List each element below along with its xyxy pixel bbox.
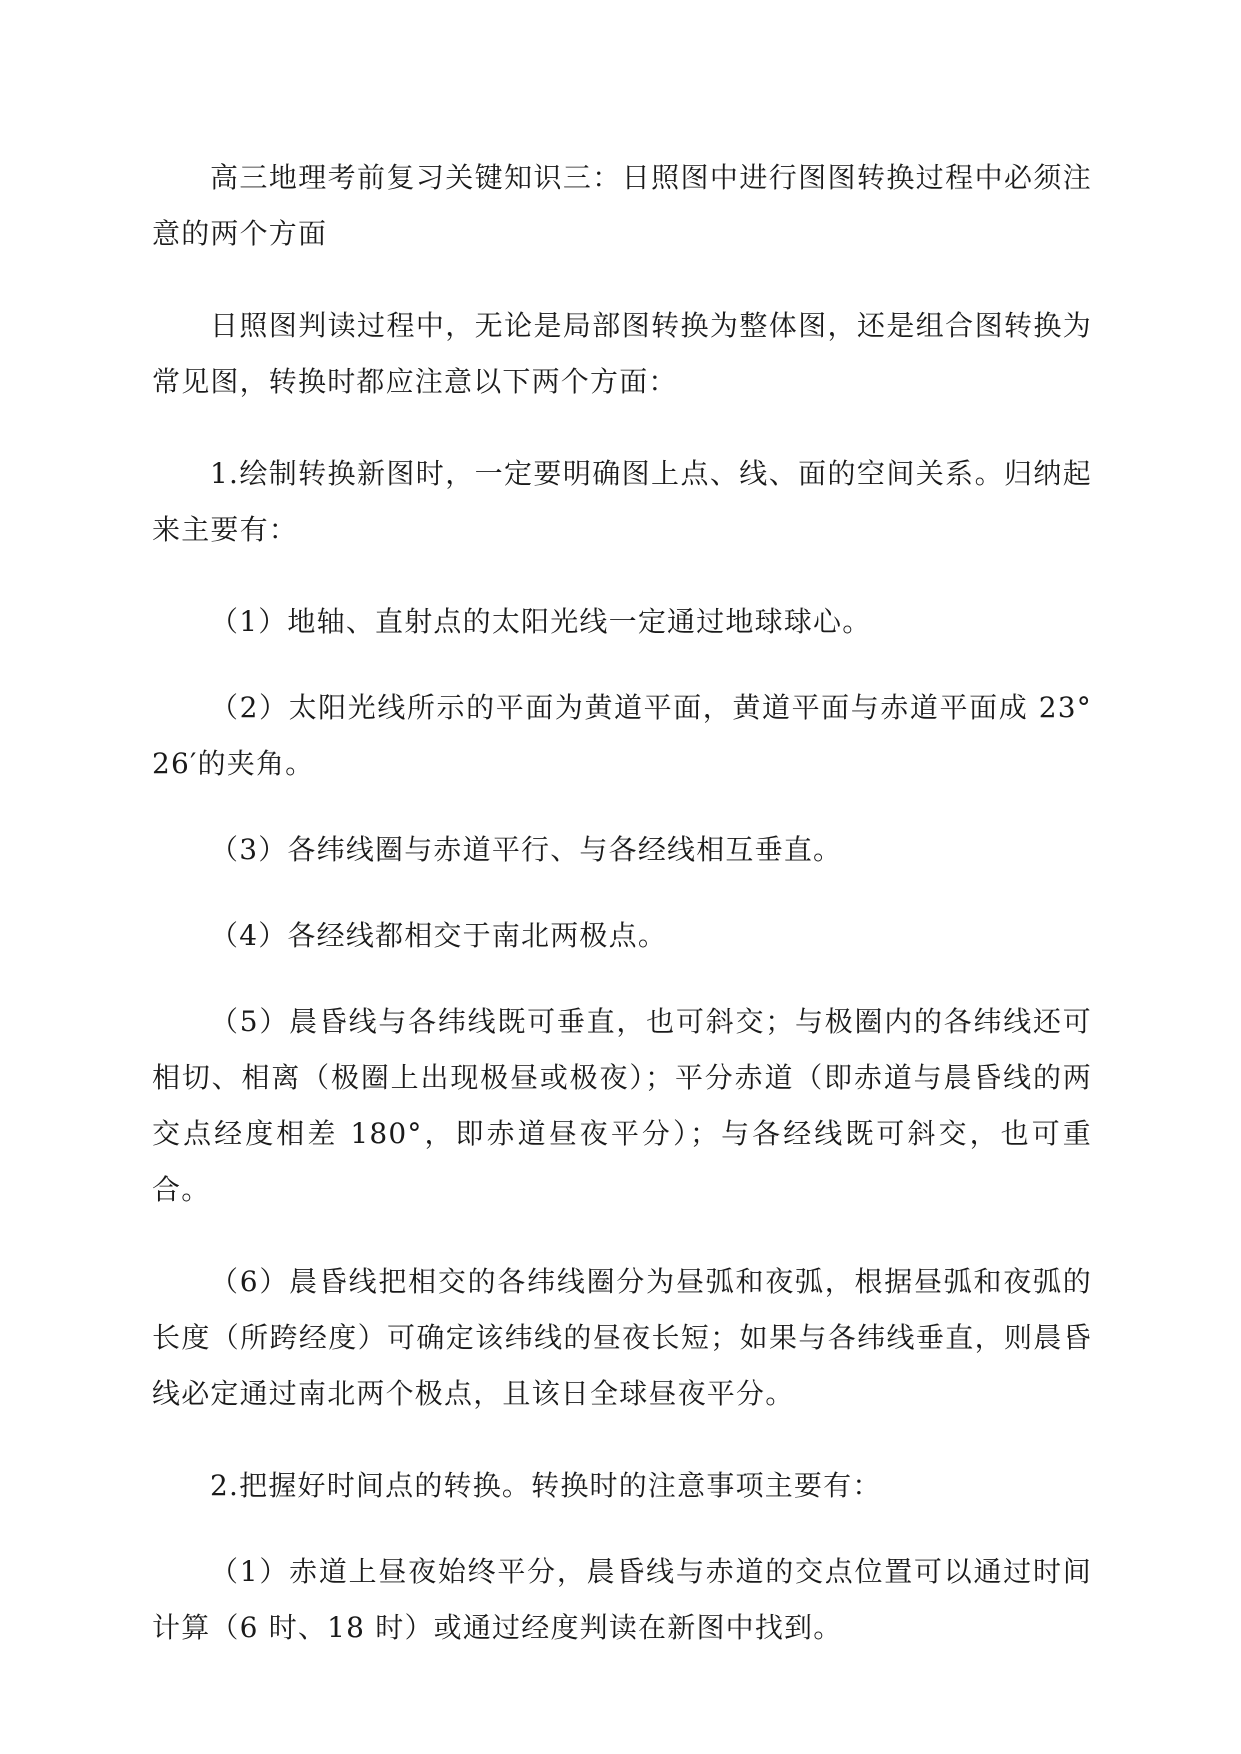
document-page	[152, 150, 1092, 1692]
section-1-item-6: （6）晨昏线把相交的各纬线圈分为昼弧和夜弧，根据昼弧和夜弧的长度（所跨经度）可确定该纬线的昼夜长短；如果与各纬线垂直，则晨昏线必定通过南北两个极点，且该日全球昼夜平分。	[152, 1265, 1092, 1410]
intro-paragraph: 日照图判读过程中，无论是局部图转换为整体图，还是组合图转换为常见图，转换时都应注意以下两个方面：	[152, 309, 1092, 398]
section-2-item-1: （1）赤道上昼夜始终平分，晨昏线与赤道的交点位置可以通过时间计算（6 时、18 时）或通过经度判读在新图中找到。	[152, 1555, 1092, 1644]
section-1-item-4: （4）各经线都相交于南北两极点。	[210, 919, 668, 952]
section-1-item-1: （1）地轴、直射点的太阳光线一定通过地球球心。	[210, 605, 872, 638]
section-2-heading: 2.把握好时间点的转换。转换时的注意事项主要有：	[210, 1469, 882, 1502]
section-1-item-2: （2）太阳光线所示的平面为黄道平面，黄道平面与赤道平面成 23°26′的夹角。	[152, 691, 1092, 780]
section-1-item-5: （5）晨昏线与各纬线既可垂直，也可斜交；与极圈内的各纬线还可相切、相离（极圈上出现极昼或极夜）；平分赤道（即赤道与晨昏线的两交点经度相差 180°，即赤道昼夜平分）；与各经线既可斜交，也可重合。	[152, 1005, 1092, 1206]
document-title: 高三地理考前复习关键知识三：日照图中进行图图转换过程中必须注意的两个方面	[152, 161, 1092, 250]
section-1-heading: 1.绘制转换新图时，一定要明确图上点、线、面的空间关系。归纳起来主要有：	[152, 457, 1092, 546]
section-1-item-3: （3）各纬线圈与赤道平行、与各经线相互垂直。	[210, 833, 843, 866]
